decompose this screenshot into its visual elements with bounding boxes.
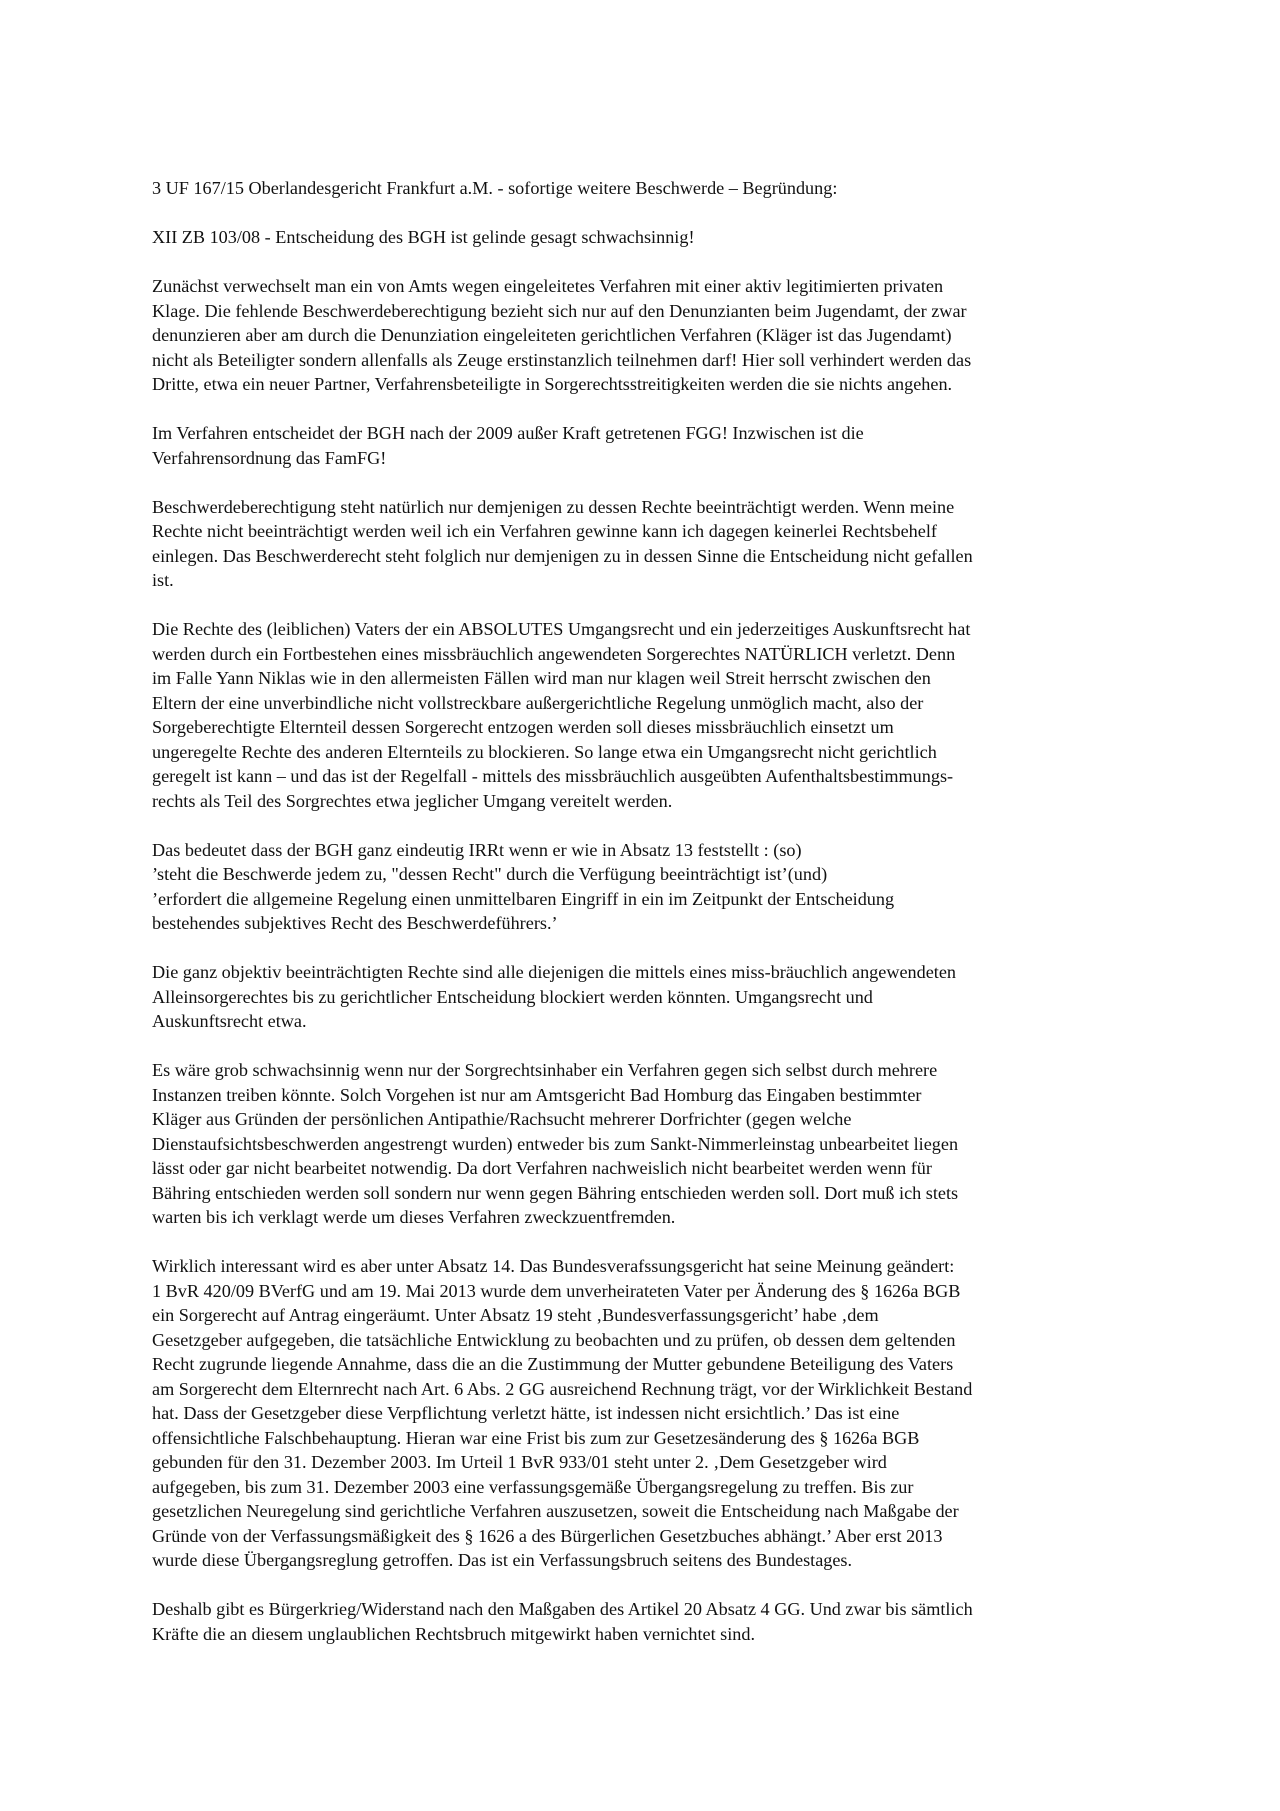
text-line: Klage. Die fehlende Beschwerdeberechtigung bezieht sich nur auf den Denunzianten beim Jugendamt, der zwar bbox=[152, 300, 967, 321]
document-page bbox=[152, 176, 1144, 1671]
text-line: am Sorgerecht dem Elternrecht nach Art. 6 Abs. 2 GG ausreichend Rechnung trägt, vor der Wirklichkeit Bestand bbox=[152, 1378, 973, 1399]
text-line: Instanzen treiben könnte. Solch Vorgehen ist nur am Amtsgericht Bad Homburg das Eingaben bestimmter bbox=[152, 1084, 922, 1105]
text-line: Deshalb gibt es Bürgerkrieg/Widerstand nach den Maßgaben des Artikel 20 Absatz 4 GG. Und zwar bis sämtlich bbox=[152, 1599, 973, 1619]
text-line: Gründe von der Verfassungsmäßigkeit des § 1626 a des Bürgerlichen Gesetzbuches abhängt.’ Aber erst 2013 bbox=[152, 1525, 943, 1546]
text-line: Dritte, etwa ein neuer Partner, Verfahrensbeteiligte in Sorgerechtsstreitigkeiten werden die sie nichts angehen. bbox=[152, 374, 953, 394]
text-line: geregelt ist kann – und das ist der Regelfall - mittels des missbräuchlich ausgeübten Aufenthaltsbestimmungs- bbox=[152, 766, 954, 786]
text-line: 1 BvR 420/09 BVerfG und am 19. Mai 2013 wurde dem unverheirateten Vater per Änderung des § 1626a BGB bbox=[152, 1280, 961, 1301]
text-line: Recht zugrunde liegende Annahme, dass die an die Zustimmung der Mutter gebundene Beteiligung des Vaters bbox=[152, 1354, 954, 1374]
paragraph-bverfg bbox=[152, 1254, 1144, 1573]
text-line: ist. bbox=[152, 570, 174, 590]
text-line: Das bedeutet dass der BGH ganz eindeutig IRRt wenn er wie in Absatz 13 feststellt : (so) bbox=[152, 839, 802, 860]
text-line: XII ZB 103/08 - Entscheidung des BGH ist gelinde gesagt schwachsinnig! bbox=[152, 227, 695, 247]
text-line: Beschwerdeberechtigung steht natürlich nur demjenigen zu dessen Rechte beeinträchtigt werden. Wenn meine bbox=[152, 496, 955, 517]
paragraph-bgh-decision bbox=[152, 225, 1144, 250]
text-line: Wirklich interessant wird es aber unter Absatz 14. Das Bundesverafssungsgericht hat seine Meinung geändert: bbox=[152, 1256, 955, 1276]
text-line: werden durch ein Fortbestehen eines missbräuchlich angewendeten Sorgerechtes NATÜRLICH verletzt. Denn bbox=[152, 643, 956, 664]
paragraph-father-rights bbox=[152, 617, 1144, 813]
text-line: wurde diese Übergangsreglung getroffen. Das ist ein Verfassungsbruch seitens des Bundestages. bbox=[152, 1550, 853, 1570]
text-line: aufgegeben, bis zum 31. Dezember 2003 eine verfassungsgemäße Übergangsregelung zu treffen. Bis zur bbox=[152, 1476, 914, 1497]
text-line: bestehendes subjektives Recht des Beschwerdeführers.’ bbox=[152, 913, 558, 933]
text-line: Kräfte die an diesem unglaublichen Rechtsbruch mitgewirkt haben vernichtet sind. bbox=[152, 1623, 756, 1644]
text-line: denunzieren aber am durch die Denunziation eingeleiteten gerichtlichen Verfahren (Kläger ist das Jugendamt) bbox=[152, 325, 952, 345]
text-line: ’steht die Beschwerde jedem zu, "dessen Recht" durch die Verfügung beeinträchtigt ist’(und) bbox=[152, 864, 828, 884]
text-line: Bähring entschieden werden soll sondern nur wenn gegen Bähring entschieden werden soll. Dort muß ich stets bbox=[152, 1182, 959, 1203]
text-line: Gesetzgeber aufgegeben, die tatsächliche Entwicklung zu beobachten und zu prüfen, ob dessen dem geltenden bbox=[152, 1329, 956, 1350]
text-line: Es wäre grob schwachsinnig wenn nur der Sorgrechtsinhaber ein Verfahren gegen sich selbst durch mehrere bbox=[152, 1060, 938, 1080]
text-line: Sorgeberechtigte Elternteil dessen Sorgerecht entzogen werden soll dieses missbräuchlich einsetzt um bbox=[152, 717, 894, 737]
text-line: Im Verfahren entscheidet der BGH nach der 2009 außer Kraft getretenen FGG! Inzwischen ist die bbox=[152, 423, 864, 443]
text-line: Eltern der eine unverbindliche nicht vollstreckbare außergerichtliche Regelung unmöglich macht, also der bbox=[152, 692, 924, 713]
paragraph-fgg-famfg bbox=[152, 421, 1144, 470]
paragraph-affected-rights bbox=[152, 960, 1144, 1034]
paragraph-amtsgericht bbox=[152, 1058, 1144, 1230]
text-line: hat. Dass der Gesetzgeber diese Verpflichtung verletzt hätte, ist indessen nicht ersichtlich.’ Das ist eine bbox=[152, 1403, 900, 1423]
text-line: gebunden für den 31. Dezember 2003. Im Urteil 1 BvR 933/01 steht unter 2. ‚Dem Gesetzgeber wird bbox=[152, 1452, 887, 1472]
text-line: Die ganz objektiv beeinträchtigten Rechte sind alle diejenigen die mittels eines miss-bräuchlich angewendeten bbox=[152, 962, 957, 982]
text-line: Zunächst verwechselt man ein von Amts wegen eingeleitetes Verfahren mit einer aktiv legitimierten privaten bbox=[152, 276, 944, 296]
paragraph-conclusion bbox=[152, 1597, 1144, 1646]
paragraph-beschwerdeberechtigung bbox=[152, 495, 1144, 593]
paragraph-case-reference bbox=[152, 176, 1144, 201]
paragraph-procedure-confusion bbox=[152, 274, 1144, 397]
text-line: ungeregelte Rechte des anderen Elternteils zu blockieren. So lange etwa ein Umgangsrecht nicht gerichtlich bbox=[152, 741, 937, 762]
paragraph-bgh-error bbox=[152, 838, 1144, 936]
text-line: im Falle Yann Niklas wie in den allermeisten Fällen wird man nur klagen weil Streit herrscht zwischen den bbox=[152, 668, 931, 688]
text-line: ’erfordert die allgemeine Regelung einen unmittelbaren Eingriff in ein im Zeitpunkt der Entscheidung bbox=[152, 888, 895, 909]
text-line: Rechte nicht beeinträchtigt werden weil ich ein Verfahren gewinne kann ich dagegen keinerlei Rechtsbehelf bbox=[152, 521, 937, 541]
text-line: Verfahrensordnung das FamFG! bbox=[152, 447, 387, 468]
text-line: Auskunftsrecht etwa. bbox=[152, 1011, 307, 1031]
text-line: einlegen. Das Beschwerderecht steht folglich nur demjenigen zu in dessen Sinne die Entscheidung nicht gefallen bbox=[152, 545, 973, 566]
text-line: warten bis ich verklagt werde um dieses Verfahren zweckzuentfremden. bbox=[152, 1207, 676, 1227]
text-line: Alleinsorgerechtes bis zu gerichtlicher Entscheidung blockiert werden könnten. Umgangsrecht und bbox=[152, 986, 873, 1007]
text-line: offensichtliche Falschbehauptung. Hieran war eine Frist bis zum zur Gesetzesänderung des § 1626a BGB bbox=[152, 1427, 920, 1448]
text-line: 3 UF 167/15 Oberlandesgericht Frankfurt a.M. - sofortige weitere Beschwerde – Begründung: bbox=[152, 178, 838, 198]
text-line: Die Rechte des (leiblichen) Vaters der ein ABSOLUTES Umgangsrecht und ein jederzeitiges Auskunftsrecht hat bbox=[152, 619, 971, 639]
text-line: ein Sorgerecht auf Antrag eingeräumt. Unter Absatz 19 steht ‚Bundesverfassungsgericht’ habe ‚dem bbox=[152, 1305, 879, 1325]
text-line: Dienstaufsichtsbeschwerden angestrengt wurden) entweder bis zum Sankt-Nimmerleinstag unbearbeitet liegen bbox=[152, 1133, 959, 1154]
text-line: rechts als Teil des Sorgrechtes etwa jeglicher Umgang vereitelt werden. bbox=[152, 790, 673, 811]
text-line: gesetzlichen Neuregelung sind gerichtliche Verfahren auszusetzen, soweit die Entscheidung nach Maßgabe der bbox=[152, 1501, 959, 1521]
text-line: Kläger aus Gründen der persönlichen Antipathie/Rachsucht mehrerer Dorfrichter (gegen welche bbox=[152, 1109, 852, 1129]
text-line: lässt oder gar nicht bearbeitet notwendig. Da dort Verfahren nachweislich nicht bearbeitet werden wenn für bbox=[152, 1158, 932, 1178]
text-line: nicht als Beteiligter sondern allenfalls als Zeuge erstinstanzlich teilnehmen darf! Hier soll verhindert werden das bbox=[152, 349, 972, 370]
